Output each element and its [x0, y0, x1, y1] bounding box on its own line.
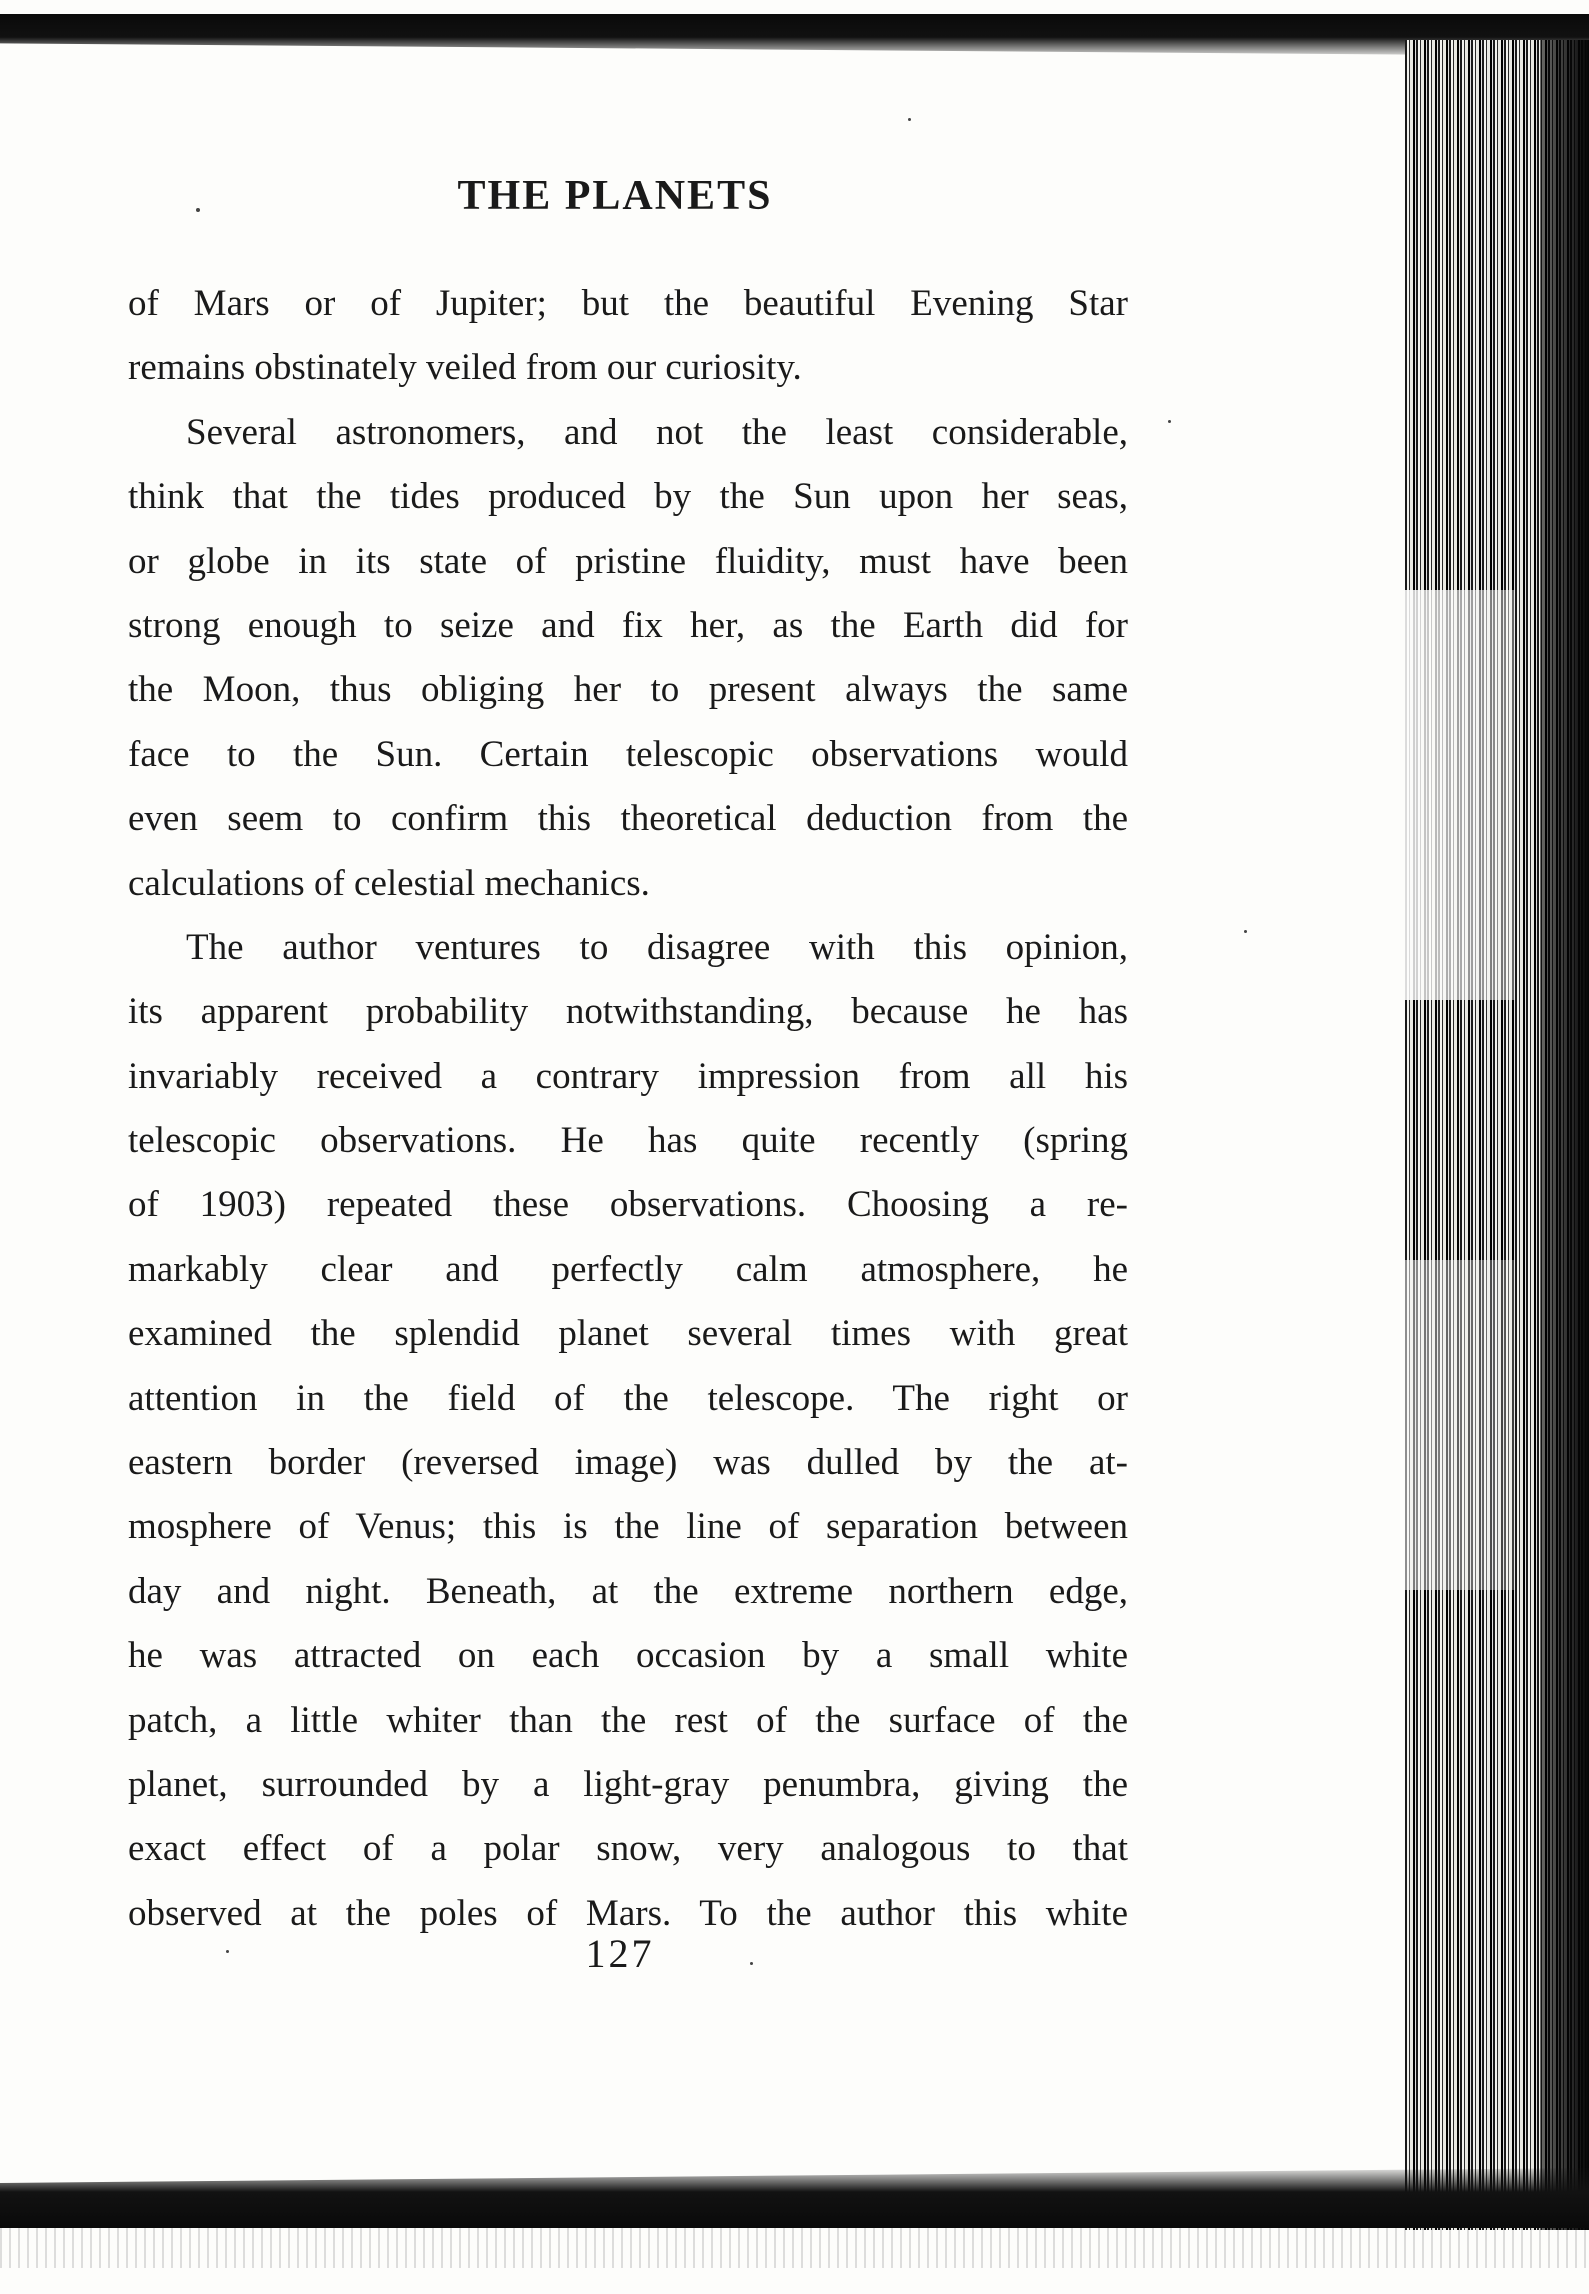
text-line: planet, surrounded by a light-gray penumbra, giving the: [128, 1763, 1128, 1805]
text-line: Several astronomers, and not the least considerable,: [186, 411, 1128, 453]
text-line: mosphere of Venus; this is the line of separation between: [128, 1506, 1128, 1548]
scan-top-edge: [0, 14, 1589, 56]
scan-speck: [1168, 420, 1171, 423]
text-line: remains obstinately veiled from our curiosity.: [128, 347, 802, 389]
text-line: he was attracted on each occasion by a small white: [128, 1635, 1128, 1677]
text-line: or globe in its state of pristine fluidity, must have been: [128, 540, 1128, 582]
text-line: calculations of celestial mechanics.: [128, 862, 650, 904]
text-line: eastern border (reversed image) was dulled by the at-: [128, 1442, 1128, 1484]
text-line: The author ventures to disagree with this opinion,: [186, 926, 1128, 968]
text-line: invariably received a contrary impression from all his: [128, 1055, 1128, 1097]
page-number: 127: [585, 1931, 655, 1976]
text-line: markably clear and perfectly calm atmosphere, he: [128, 1248, 1128, 1290]
page-edge-shadow: [1540, 40, 1589, 2230]
body-text: [128, 272, 1128, 1946]
scan-speck: [908, 118, 911, 121]
text-line: of 1903) repeated these observations. Choosing a re-: [128, 1184, 1128, 1226]
page-edge-highlight: [1405, 1260, 1515, 1590]
scan-bottom-speckle: [0, 2228, 1589, 2268]
page-edge-highlight: [1405, 590, 1515, 1000]
text-line: exact effect of a polar snow, very analogous to that: [128, 1828, 1128, 1870]
text-line: think that the tides produced by the Sun upon her seas,: [128, 476, 1128, 518]
text-line: even seem to confirm this theoretical deduction from the: [128, 798, 1128, 840]
text-line: of Mars or of Jupiter; but the beautiful Evening Star: [128, 283, 1128, 324]
text-line: telescopic observations. He has quite recently (spring: [128, 1120, 1128, 1162]
scan-speck: [750, 1962, 753, 1965]
scan-speck: [226, 1950, 229, 1953]
text-line: its apparent probability notwithstanding, because he has: [128, 991, 1128, 1033]
text-line: patch, a little whiter than the rest of the surface of the: [128, 1699, 1128, 1741]
text-line: the Moon, thus obliging her to present always the same: [128, 669, 1128, 711]
text-line: strong enough to seize and fix her, as the Earth did for: [128, 604, 1128, 646]
running-head: THE PLANETS: [457, 173, 773, 219]
text-line: examined the splendid planet several times with great: [128, 1313, 1128, 1355]
scan-bottom-edge: [0, 2168, 1589, 2228]
text-line: observed at the poles of Mars. To the author this white: [128, 1892, 1128, 1934]
text-line: attention in the field of the telescope. The right or: [128, 1377, 1128, 1419]
scan-speck: [1244, 930, 1247, 933]
text-line: face to the Sun. Certain telescopic observations would: [128, 733, 1128, 775]
text-line: day and night. Beneath, at the extreme northern edge,: [128, 1570, 1128, 1612]
